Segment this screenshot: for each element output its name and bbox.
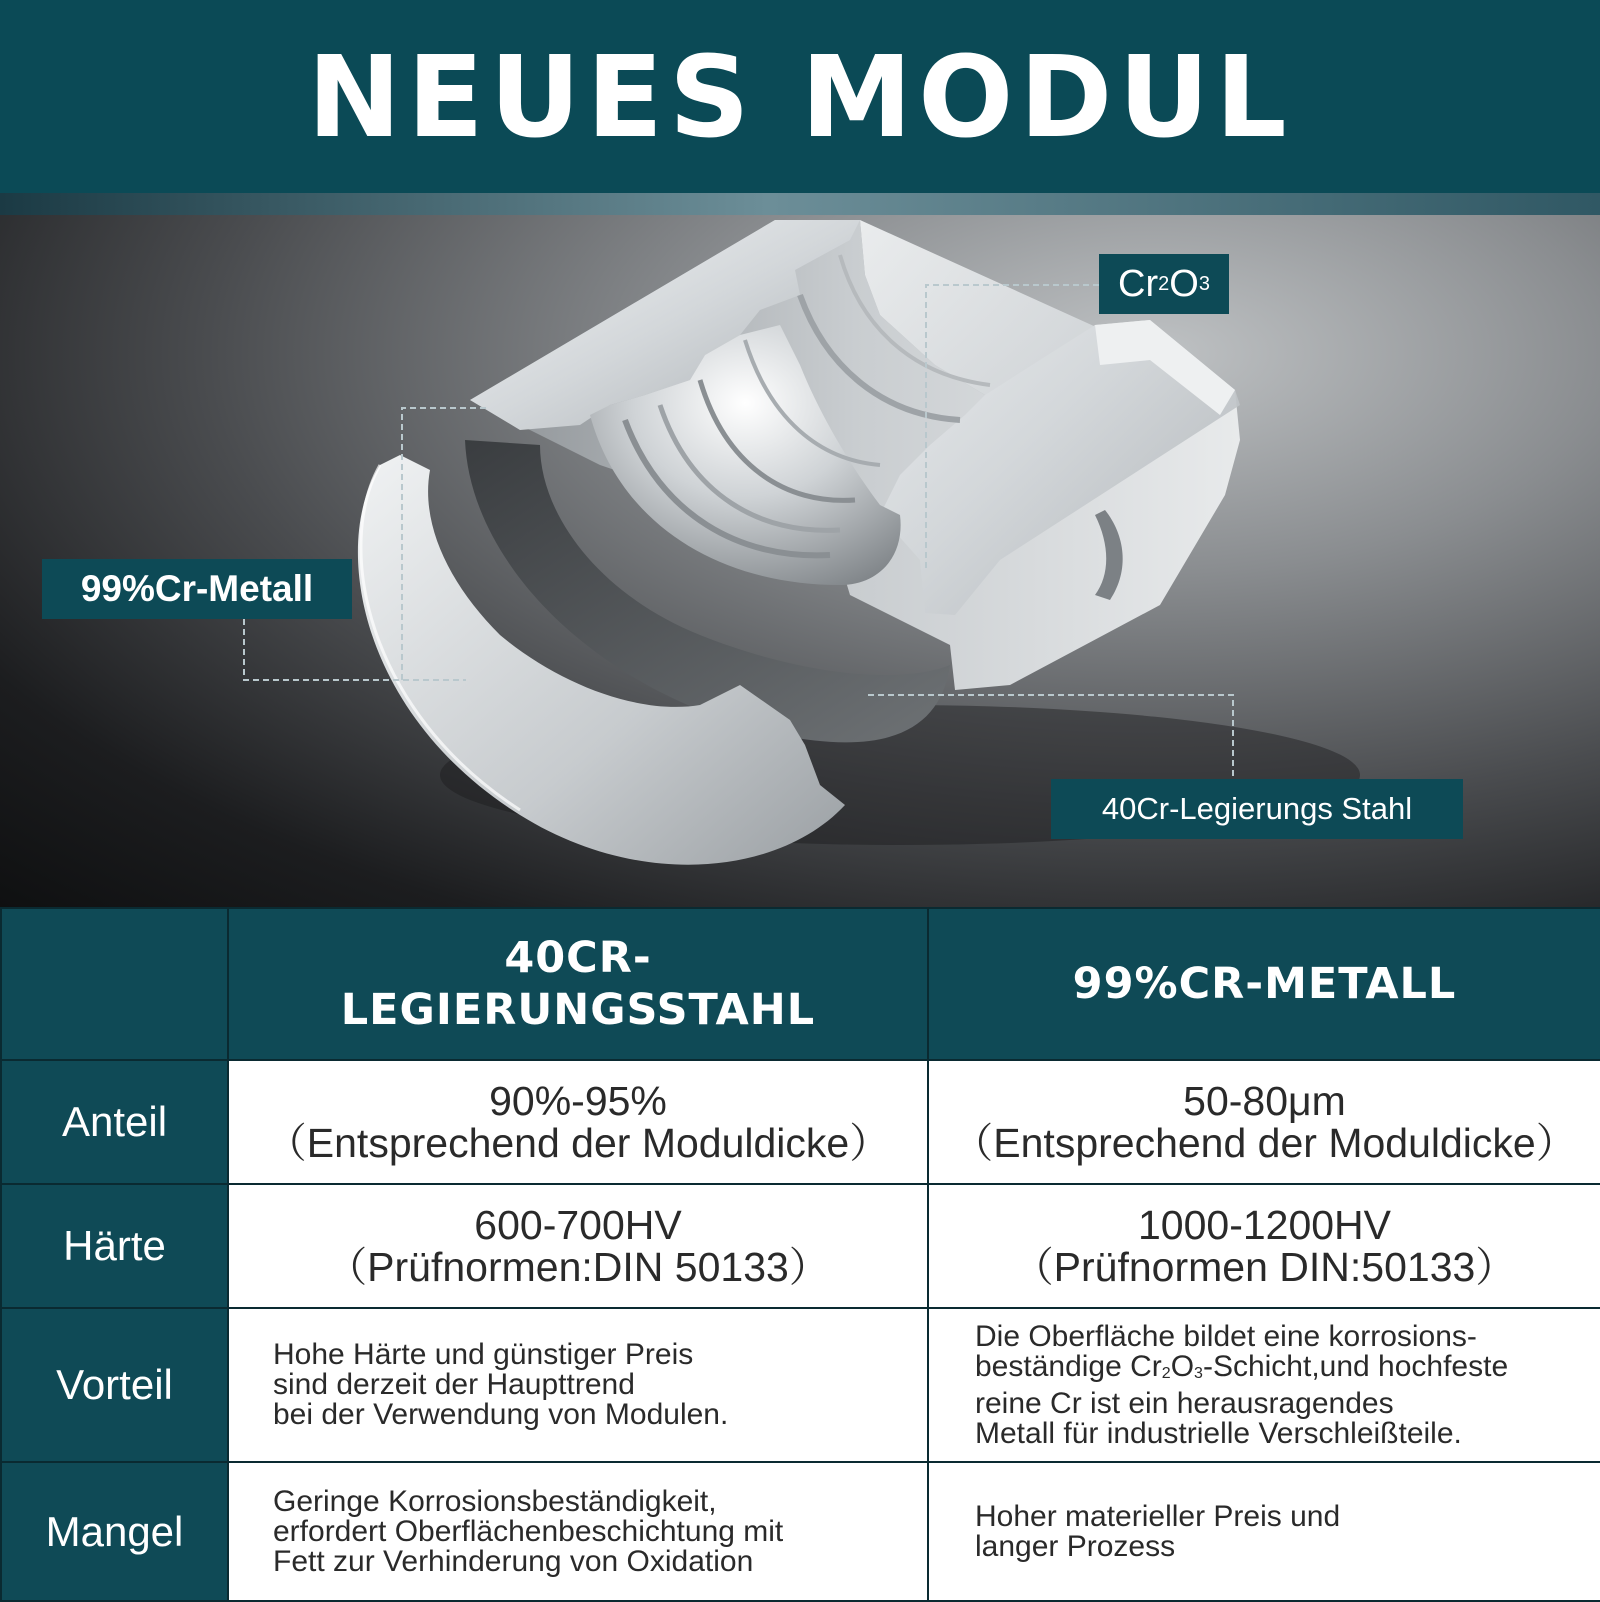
cell-mangel-99cr: Hoher materieller Preis und langer Prozess (928, 1462, 1600, 1601)
table-row (1, 1184, 1600, 1308)
row-label-haerte: Härte (1, 1184, 228, 1308)
comparison-table (0, 907, 1600, 1602)
cell-anteil-40cr: 90%-95% （Entsprechend der Moduldicke） (228, 1060, 928, 1184)
table-row (1, 1060, 1600, 1184)
callout-40cr-stahl: 40Cr-Legierungs Stahl (1051, 779, 1463, 839)
table-header-row (1, 908, 1600, 1060)
row-label-mangel: Mangel (1, 1462, 228, 1601)
cell-haerte-40cr: 600-700HV （Prüfnormen:DIN 50133） (228, 1184, 928, 1308)
table-row (1, 1308, 1600, 1462)
cell-haerte-99cr: 1000-1200HV （Prüfnormen DIN:50133） (928, 1184, 1600, 1308)
page-title: NEUES MODUL (307, 32, 1293, 163)
cell-vorteil-40cr: Hohe Härte und günstiger Preis sind derzeit der Haupttrend bei der Verwendung von Modulen. (228, 1308, 928, 1462)
divider-stripe (0, 193, 1600, 215)
product-image (0, 215, 1600, 907)
cell-anteil-99cr: 50-80μm （Entsprechend der Moduldicke） (928, 1060, 1600, 1184)
row-label-anteil: Anteil (1, 1060, 228, 1184)
table-row (1, 1462, 1600, 1601)
header-40cr: 40CR- LEGIERUNGSSTAHL (228, 908, 928, 1060)
title-banner (0, 0, 1600, 195)
row-label-vorteil: Vorteil (1, 1308, 228, 1462)
header-99cr: 99%CR-METALL (928, 908, 1600, 1060)
cell-vorteil-99cr: Die Oberfläche bildet eine korrosions- beständige Cr2O3-Schicht,und hochfeste reine Cr ist ein herausragendes Metall für industrielle Verschleißteile. (928, 1308, 1600, 1462)
header-empty-cell (1, 908, 228, 1060)
callout-cr2o3: Cr 2 O 3 (1099, 254, 1229, 314)
cell-mangel-40cr: Geringe Korrosionsbeständigkeit, erfordert Oberflächenbeschichtung mit Fett zur Verhinderung von Oxidation (228, 1462, 928, 1601)
callout-99cr-metall: 99%Cr-Metall (42, 559, 352, 619)
